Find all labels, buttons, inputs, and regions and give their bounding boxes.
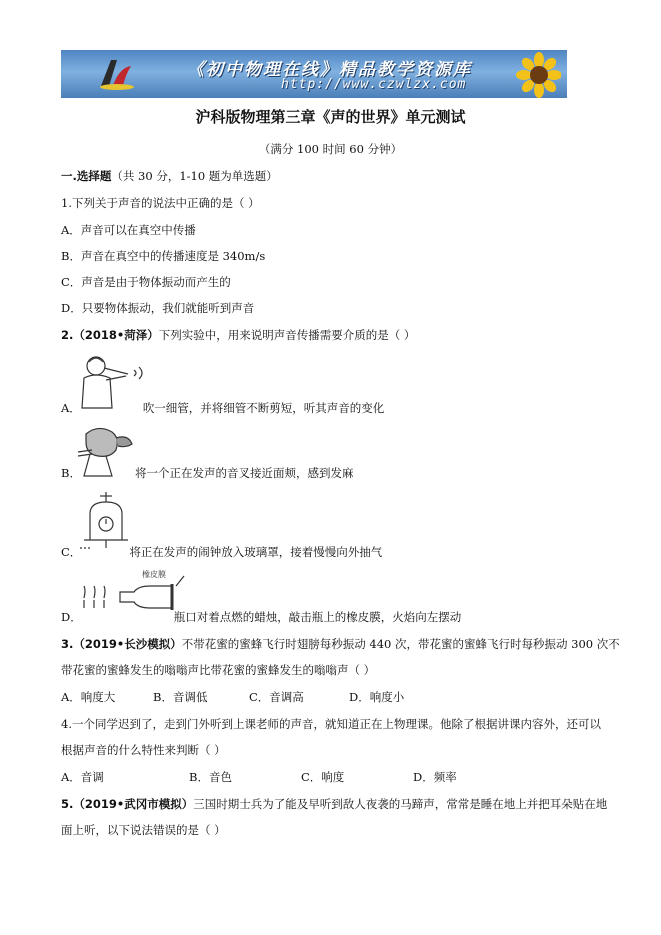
option-text: 将一个正在发声的音叉接近面颊，感到发麻 [134,466,354,480]
question-2-text: 下列实验中，用来说明声音传播需要介质的是（ ） [158,328,416,342]
option-letter: D． [61,610,82,624]
question-3-option-a: A．响度大 [61,690,116,704]
question-5-number: 5. [61,797,74,811]
figure-bell-jar [76,490,136,552]
figure-bottle-candle [80,568,190,612]
question-4-options [61,769,601,785]
question-2-source: （2018•菏泽） [73,328,159,342]
question-5-stem-line1 [61,796,607,812]
question-3-stem-line2: 带花蜜的蜜蜂发生的嗡嗡声比带花蜜的蜜蜂发生的嗡嗡声（ ） [61,663,376,677]
question-3-text: 不带花蜜的蜜蜂飞行时翅膀每秒振动 440 次，带花蜜的蜜蜂飞行时每秒振动 300 次不 [181,637,620,651]
question-3-option-b: B．音调低 [153,690,208,704]
question-2-option-c [61,544,382,560]
question-3-options [61,689,601,705]
question-4-option-b: B．音色 [189,770,232,784]
question-4-option-c: C．响度 [301,770,345,784]
site-logo-icon [97,56,137,92]
question-4-stem-line1: 4.一个同学迟到了，走到门外听到上课老师的声音，就知道正在上物理课。他除了根据讲课内容外，还可以 [61,717,601,731]
option-letter: A． [61,401,81,415]
sunflower-icon [509,52,561,98]
banner-url[interactable]: http://www.czwlzx.com [281,77,467,92]
question-3-option-c: C．音调高 [249,690,304,704]
question-2-number: 2. [61,328,74,342]
option-text: 瓶口对着点燃的蜡烛，敲击瓶上的橡皮膜，火焰向左摆动 [173,610,462,624]
option-letter: B． [61,466,81,480]
question-2-option-a [61,400,384,416]
question-5-stem-line2: 面上听，以下说法错误的是（ ） [61,823,226,837]
question-2-option-b [61,465,353,481]
banner-title: 《初中物理在线》精品教学资源库 [187,60,472,80]
section-label: 一.选择题 [61,169,112,183]
question-1-option-c: C．声音是由于物体振动而产生的 [61,275,231,289]
exam-info: （满分 100 时间 60 分钟） [258,142,403,156]
section-note: （共 30 分，1-10 题为单选题） [111,169,278,183]
question-3-number: 3. [61,637,74,651]
question-4-option-a: A．音调 [61,770,104,784]
question-1-option-d: D．只要物体振动，我们就能听到声音 [61,301,255,315]
option-text: 吹一细管，并将细管不断剪短，听其声音的变化 [142,401,385,415]
question-1-stem: 1.下列关于声音的说法中正确的是（ ） [61,196,260,210]
question-3-option-d: D．响度小 [349,690,405,704]
question-3-source: （2019•长沙模拟） [73,637,182,651]
section-heading [61,168,278,184]
question-5-text: 三国时期士兵为了能及早听到敌人夜袭的马蹄声，常常是睡在地上并把耳朵贴在地 [193,797,608,811]
question-1-option-a: A．声音可以在真空中传播 [61,223,196,237]
question-2-stem [61,327,415,343]
document-title: 沪科版物理第三章《声的世界》单元测试 [195,108,466,126]
header-banner [61,50,567,98]
question-1-option-b: B．声音在真空中的传播速度是 340m/s [61,249,266,263]
question-3-stem-line1 [61,636,620,652]
question-5-source: （2019•武冈市模拟） [73,797,194,811]
option-letter: C． [61,545,82,559]
figure-label-rubber-membrane: 橡皮膜 [142,570,166,579]
question-2-option-d [61,609,461,625]
option-text: 将正在发声的闹钟放入玻璃罩，接着慢慢向外抽气 [129,545,383,559]
question-4-option-d: D．频率 [413,770,457,784]
question-4-stem-line2: 根据声音的什么特性来判断（ ） [61,743,226,757]
